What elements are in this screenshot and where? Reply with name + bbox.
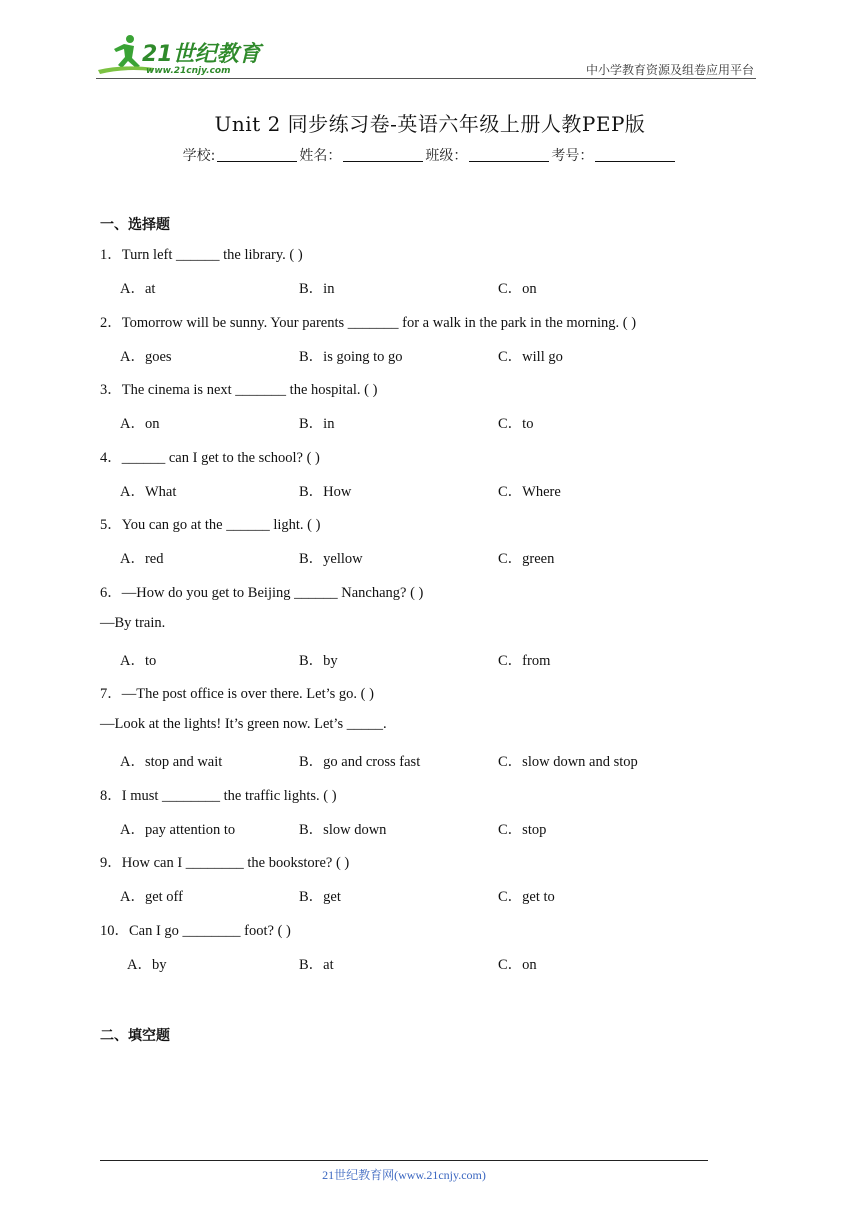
logo-21cnjy [94,34,264,78]
logo-text: 21世纪教育 [142,42,261,67]
question-7-option-c[interactable]: C．slow down and stop [498,754,638,770]
question-6-option-c[interactable]: C．from [498,653,551,669]
question-10-option-a[interactable]: A．by [127,957,167,973]
exam-no-label: 考号： [551,148,594,164]
section-title-choice: 一、选择题 [100,217,170,233]
platform-name: 中小学教育资源及组卷应用平台 [585,63,754,77]
question-3: 3．The cinema is next _______ the hospital. ( ) [100,382,378,398]
question-8: 8．I must ________ the traffic lights. ( ) [100,788,337,804]
question-4-option-a[interactable]: A．What [120,484,177,500]
section-title-fill-in: 二、填空题 [100,1028,170,1044]
question-6-option-a[interactable]: A．to [120,653,157,669]
question-4-option-c[interactable]: C．Where [498,484,561,500]
question-1-option-a[interactable]: A．at [120,281,156,297]
question-10-option-c[interactable]: C．on [498,957,537,973]
question-6-option-b[interactable]: B．by [299,653,338,669]
question-7-option-b[interactable]: B．go and cross fast [299,754,421,770]
question-8-option-c[interactable]: C．stop [498,822,547,838]
page-header [0,0,860,80]
question-2: 2．Tomorrow will be sunny. Your parents _______ for a walk in the park in the morning. ( ) [100,315,637,331]
class-blank[interactable] [469,147,549,162]
question-5-option-c[interactable]: C．green [498,551,555,567]
question-3-option-b[interactable]: B．in [299,416,335,432]
question-1-option-c[interactable]: C．on [498,281,537,297]
question-7-option-a[interactable]: A．stop and wait [120,754,223,770]
question-7: 7．—The post office is over there. Let’s go. ( ) [100,686,374,702]
student-info-line [0,145,860,165]
question-4-option-b[interactable]: B．How [299,484,352,500]
question-3-option-a[interactable]: A．on [120,416,160,432]
name-label: 姓名： [299,148,342,164]
question-9: 9．How can I ________ the bookstore? ( ) [100,855,350,871]
page-title: Unit 2 同步练习卷-英语六年级上册人教PEP版 [214,112,646,136]
question-5-option-b[interactable]: B．yellow [299,551,363,567]
question-9-option-c[interactable]: C．get to [498,889,555,905]
question-1-option-b[interactable]: B．in [299,281,335,297]
question-4: 4．______ can I get to the school? ( ) [100,450,320,466]
school-label: 学校: [182,148,216,164]
question-1: 1．Turn left ______ the library. ( ) [100,247,303,263]
name-blank[interactable] [343,147,423,162]
question-10-option-b[interactable]: B．at [299,957,334,973]
question-6: 6．—How do you get to Beijing ______ Nanchang? ( ) [100,585,424,601]
footer-divider [100,1160,708,1161]
question-2-option-c[interactable]: C．will go [498,349,563,365]
footer-link[interactable]: 21世纪教育网(www.21cnjy.com) [322,1168,486,1182]
school-blank[interactable] [217,147,297,162]
question-2-option-b[interactable]: B．is going to go [299,349,403,365]
question-9-option-b[interactable]: B．get [299,889,341,905]
exam-no-blank[interactable] [595,147,675,162]
question-6-answer-line: —By train. [100,615,166,631]
class-label: 班级： [425,148,468,164]
header-divider [96,78,756,79]
question-10: 10．Can I go ________ foot? ( ) [100,923,291,939]
question-7-second-line: —Look at the lights! It’s green now. Let’s _____. [100,716,387,732]
question-5-option-a[interactable]: A．red [120,551,164,567]
question-3-option-c[interactable]: C．to [498,416,534,432]
logo-url: www.21cnjy.com [146,66,231,76]
question-5: 5．You can go at the ______ light. ( ) [100,517,321,533]
question-9-option-a[interactable]: A．get off [120,889,183,905]
question-8-option-b[interactable]: B．slow down [299,822,387,838]
question-8-option-a[interactable]: A．pay attention to [120,822,236,838]
question-2-option-a[interactable]: A．goes [120,349,172,365]
